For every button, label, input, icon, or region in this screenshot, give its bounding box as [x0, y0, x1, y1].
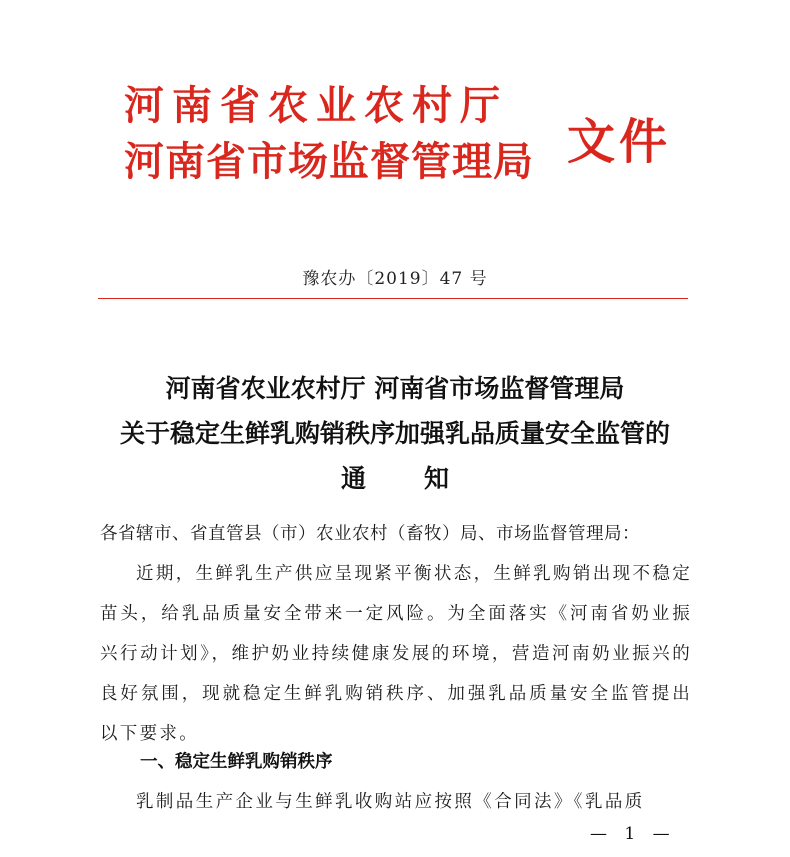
document-number: 豫农办〔2019〕47 号: [302, 269, 488, 289]
issuer-line-agriculture: 河南省农业农村厅: [124, 82, 508, 129]
body-paragraph-2: 乳制品生产企业与生鲜乳收购站应按照《合同法》《乳品质: [136, 792, 645, 812]
document-type-label: 文件: [567, 114, 672, 170]
title-line-issuers: 河南省农业农村厅 河南省市场监督管理局: [165, 374, 625, 403]
salutation: 各省辖市、省直管县（市）农业农村（畜牧）局、市场监督管理局：: [100, 524, 640, 544]
issuer-line-market-supervision: 河南省市场监督管理局: [124, 138, 534, 185]
section-heading-1: 一、稳定生鲜乳购销秩序: [140, 752, 333, 772]
red-divider-line: [98, 298, 688, 299]
title-line-notice: 通知: [340, 464, 507, 493]
body-paragraph-1: 近期，生鲜乳生产供应呈现紧平衡状态，生鲜乳购销出现不稳定苗头，给乳品质量安全带来一定风险。为全面落实《河南省奶业振兴行动计划》，维护奶业持续健康发展的环境，营造河南奶业振兴的良好氛围，现就稳定生鲜乳购销秩序、加强乳品质量安全监管提出以下要求。: [100, 564, 692, 744]
document-title: [0, 366, 790, 501]
issuer-block: [124, 82, 534, 186]
title-line-subject: 关于稳定生鲜乳购销秩序加强乳品质量安全监管的: [119, 419, 670, 448]
page-number: — 1 —: [590, 824, 676, 844]
